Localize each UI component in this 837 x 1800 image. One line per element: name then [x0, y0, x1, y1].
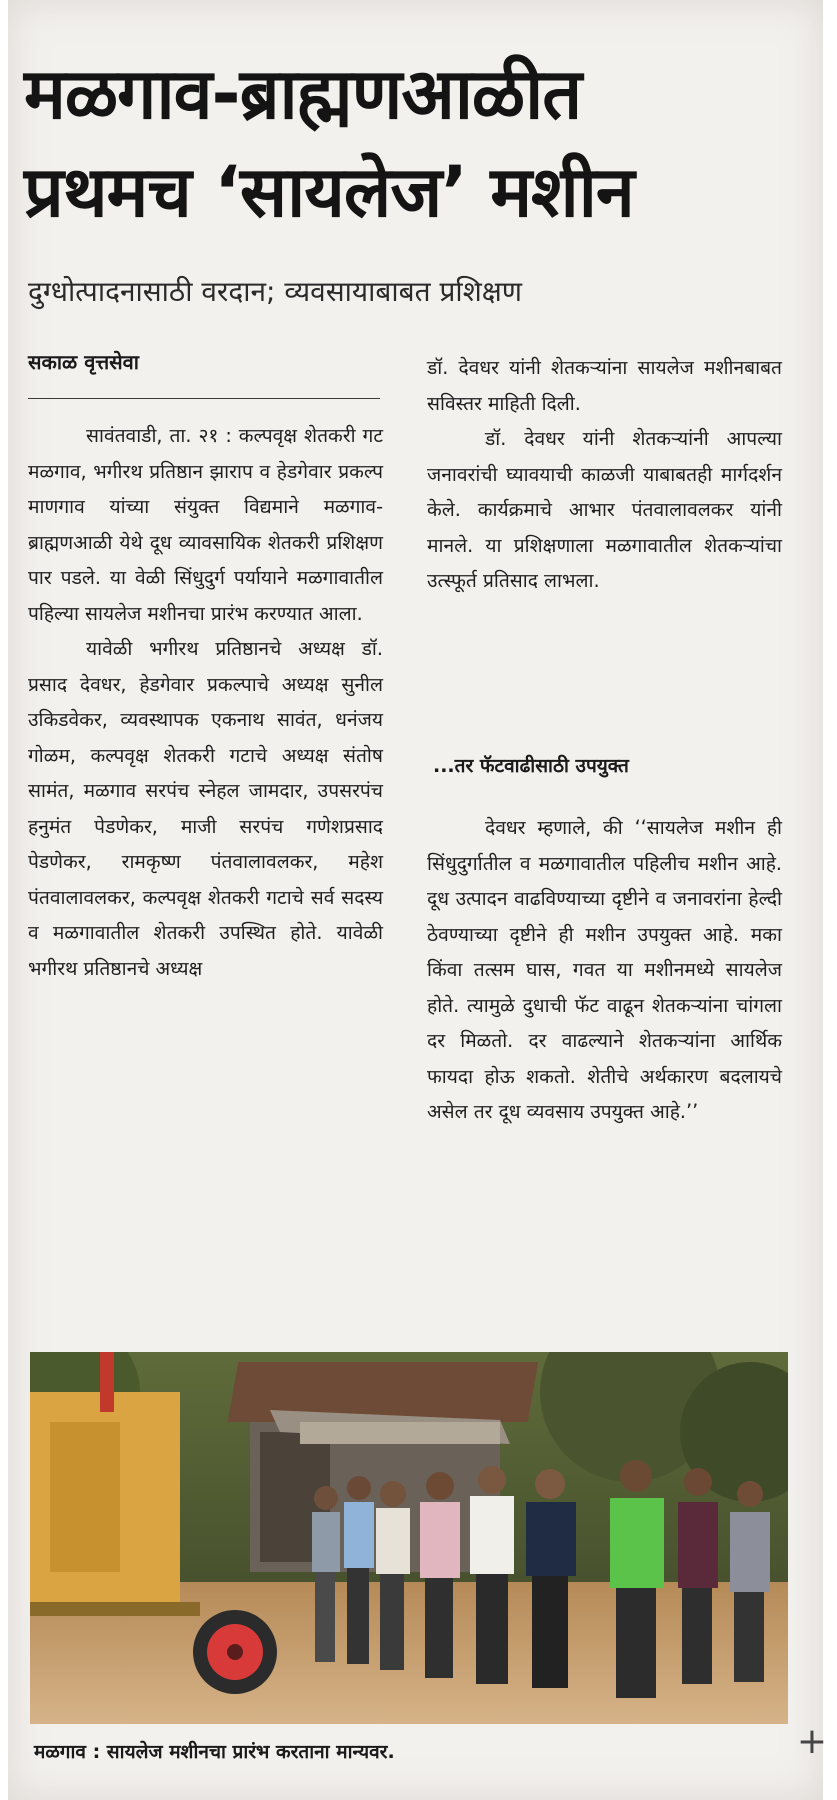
article-column-right-bottom [427, 810, 782, 1130]
byline: सकाळ वृत्तसेवा [28, 350, 139, 374]
photo-caption: मळगाव : सायलेज मशीनचा प्रारंभ करताना मान्यवर. [34, 1741, 395, 1763]
crop-mark-icon: + [796, 1721, 828, 1762]
page-margin [823, 0, 837, 1800]
paragraph: डॉ. देवधर यांनी शेतकऱ्यांना सायलेज मशीनबाबत सविस्तर माहिती दिली. [427, 356, 782, 415]
news-photo [30, 1352, 788, 1724]
paragraph: सावंतवाडी, ता. २१ : कल्पवृक्ष शेतकरी गट मळगाव, भगीरथ प्रतिष्ठान झाराप व हेडगेवार प्रकल्प माणगाव यांच्या संयुक्त विद्यमाने मळगाव-ब्राह्मणआळी येथे दूध व्यावसायिक शेतकरी प्रशिक्षण पार पडले. या वेळी सिंधुदुर्ग पर्यायाने मळगावातील पहिल्या सायलेज मशीनचा प्रारंभ करण्यात आला. [28, 424, 383, 625]
subheadline: दुग्धोत्पादनासाठी वरदान; व्यवसायाबाबत प्रशिक्षण [28, 275, 523, 308]
paragraph: डॉ. देवधर यांनी शेतकऱ्यांनी आपल्या जनावरांची घ्यावयाची काळजी याबाबतही मार्गदर्शन केले. कार्यक्रमाचे आभार पंतवालावलकर यांनी मानले. या प्रशिक्षणाला मळगावातील शेतकऱ्यांचा उत्स्फूर्त प्रतिसाद लाभला. [427, 427, 782, 592]
subsection-heading: ...तर फॅटवाढीसाठी उपयुक्त [433, 755, 629, 777]
headline-line-2: प्रथमच ‘सायलेज’ मशीन [24, 151, 634, 233]
article-column-right-top [427, 350, 782, 599]
byline-divider [28, 398, 380, 399]
headline-line-1: मळगाव-ब्राह्मणआळीत [24, 53, 582, 135]
article-column-left [28, 418, 383, 986]
paragraph: देवधर म्हणाले, की ‘‘सायलेज मशीन ही सिंधुदुर्गातील व मळगावातील पहिलीच मशीन आहे. दूध उत्पादन वाढविण्याच्या दृष्टीने व जनावरांना हेल्दी ठेवण्याच्या दृष्टीने ही मशीन उपयुक्त आहे. मका किंवा तत्सम घास, गवत या मशीनमध्ये सायलेज होते. त्यामुळे दुधाची फॅट वाढून शेतकऱ्यांना चांगला दर मिळतो. दर वाढल्याने शेतकऱ्यांना आर्थिक फायदा होऊ शकतो. शेतीचे अर्थकारण बदलायचे असेल तर दूध व्यवसाय उपयुक्त आहे.’’ [427, 816, 782, 1123]
paragraph: यावेळी भगीरथ प्रतिष्ठानचे अध्यक्ष डॉ. प्रसाद देवधर, हेडगेवार प्रकल्पाचे अध्यक्ष सुनील उकिडवेकर, व्यवस्थापक एकनाथ सावंत, धनंजय गोळम, कल्पवृक्ष शेतकरी गटाचे अध्यक्ष संतोष सामंत, मळगाव सरपंच स्नेहल जामदार, उपसरपंच हनुमंत पेडणेकर, माजी सरपंच गणेशप्रसाद पेडणेकर, रामकृष्ण पंतवालावलकर, महेश पंतवालावलकर, कल्पवृक्ष शेतकरी गटाचे सर्व सदस्य व मळगावातील शेतकरी उपस्थित होते. यावेळी भगीरथ प्रतिष्ठानचे अध्यक्ष [28, 637, 383, 980]
